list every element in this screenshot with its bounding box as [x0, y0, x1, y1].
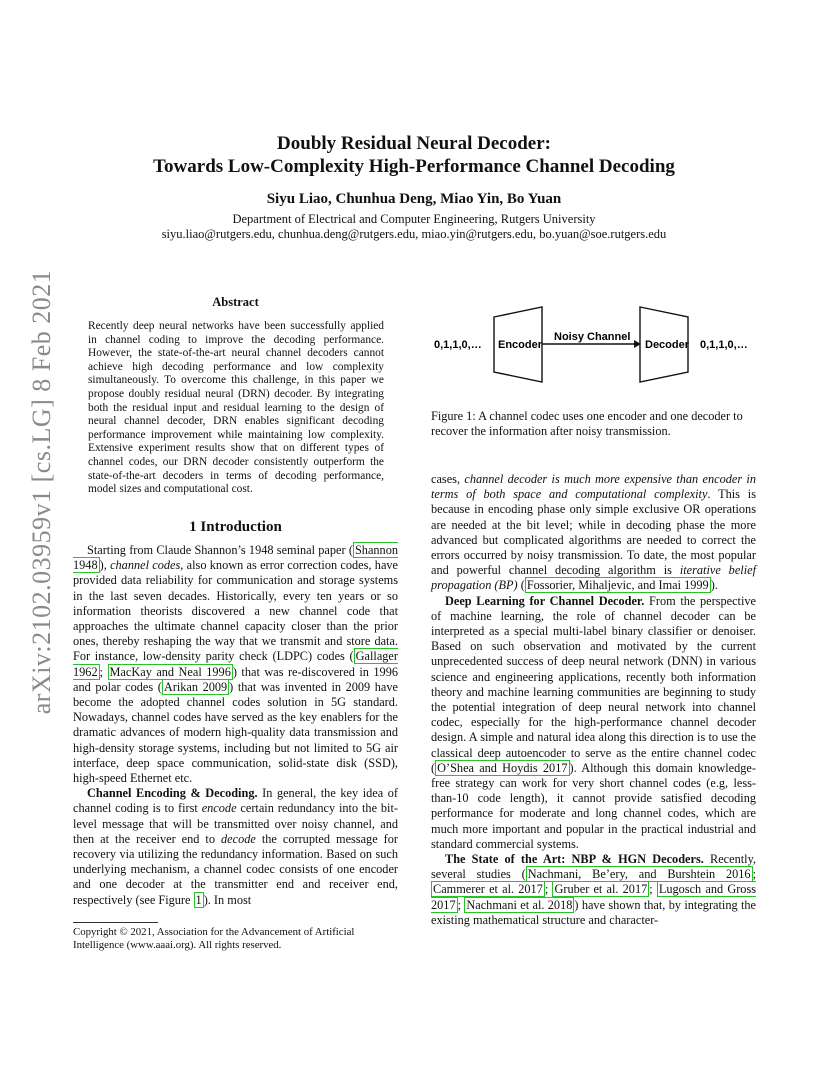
citation-link[interactable]: Nachmani, Be’ery, and Burshtein 2016 [527, 867, 751, 882]
channel-label: Noisy Channel [554, 331, 631, 343]
col2-paragraph-2: Deep Learning for Channel Decoder. From the perspective of machine learning, the role of channel decoder can be interpreted as a special multi-label binary classifier or denoiser. Based on such observation and motivated by the current unprecedented success of deep neural network (DNN) in various science and engineering applications, recently both information theory and machine learning communities are beginning to study the potential integration of deep neural network into channel codec, especially for the high-performance channel decoder design. A simple and natural idea along this direction is to use the classical deep autoencoder to serve as the entire channel codec ( O’Shea and Hoydis 2017 ). Although this domain knowledge-free strategy can work for very short channel codes (e.g, less-than-10 code length), it cannot provide satisfied decoding performance for moderate and long channel codes, which are much more important and popular in the practical industrial and standard commercial systems. [431, 593, 756, 851]
citation-link[interactable]: Arikan 2009 [163, 679, 228, 694]
col2-paragraph-1: cases, channel decoder is much more expensive than encoder in terms of both space and computational complexity. This is because in encoding phase only simple exclusive OR operations are needed at the bit level; while in decoding phase the more advanced but complicated algorithms are needed to correct the errors occurred by noisy transmission. To date, the most popular and powerful channel decoding algorithm is iterative belief propagation (BP) ( Fossorier, Mihaljevic, and Imai 1999 ). [431, 472, 756, 593]
left-column-body [73, 543, 398, 908]
figure-1-diagram [431, 300, 761, 390]
title-line-2: Towards Low-Complexity High-Performance Channel Decoding [153, 156, 675, 177]
footnote-rule [73, 922, 158, 923]
right-column-body [431, 472, 756, 928]
input-bits-label: 0,1,1,0,… [434, 339, 482, 351]
arxiv-id: arXiv:2102.03959v1 [cs.LG] 8 Feb 2021 [27, 269, 56, 715]
abstract-text: Recently deep neural networks have been successfully applied in channel coding to improve the decoding performance. However, the state-of-the-art neural channel decoders cannot achieve high decoding performance and low complexity simultaneously. To overcome this challenge, in this paper we propose doubly residual neural (DRN) decoder. By integrating both the residual input and residual learning to the design of neural channel decoder, DRN enables significant decoding performance improvement while maintaining low complexity. Extensive experiment results show that on different types of channel codes, our DRN decoder consistently outperform the state-of-the-art decoders in terms of decoding performance, model sizes and computational cost. [88, 320, 384, 496]
citation-link[interactable]: Cammerer et al. 2017 [433, 882, 543, 897]
decoder-label: Decoder [645, 339, 690, 351]
intro-paragraph-2: Channel Encoding & Decoding. In general, the key idea of channel coding is to first encode certain redundancy into the bit-level message that will be transmitted over noisy channel, and then at the receiver end to decode the corrupted message for recovery via utilizing the redundancy information. Based on such underlying mechanism, a channel codec consists of one encoder and one decoder at the transmitter end and receiver end, respectively (see Figure 1 ). In most [73, 786, 399, 907]
col2-paragraph-3: The State of the Art: NBP & HGN Decoders. Recently, several studies ( Nachmani, Be’ery, and Burshtein 2016 ; Cammerer et al. 2017 ; Gruber et al. 2017 ; Lugosch and Gross 2017 ; Nachmani et al. 2018 ) have shown that, by integrating the existing mathematical structure and character- [431, 852, 757, 927]
citation-link[interactable]: Gallager 1962 [73, 649, 398, 679]
citation-link[interactable]: MacKay and Neal 1996 [109, 664, 231, 679]
figure-1-caption: Figure 1: A channel codec uses one encoder and one decoder to recover the information after noisy transmission. [431, 409, 743, 439]
affiliation: Department of Electrical and Computer Engineering, Rutgers University [232, 212, 596, 226]
encoder-label: Encoder [498, 339, 543, 351]
affiliation-block [0, 212, 828, 242]
figure-reference-link[interactable]: 1 [195, 892, 202, 907]
citation-link[interactable]: Nachmani et al. 2018 [466, 897, 573, 912]
author-emails: siyu.liao@rutgers.edu, chunhua.deng@rutgers.edu, miao.yin@rutgers.edu, bo.yuan@soe.rutgers.edu [161, 227, 667, 241]
abstract-heading: Abstract [212, 295, 259, 309]
citation-link[interactable]: Lugosch and Gross 2017 [431, 882, 757, 912]
output-bits-label: 0,1,1,0,… [700, 339, 748, 351]
citation-link[interactable]: Shannon 1948 [73, 543, 398, 573]
citation-link[interactable]: Gruber et al. 2017 [554, 882, 648, 897]
citation-link[interactable]: O’Shea and Hoydis 2017 [437, 760, 568, 775]
codec-diagram [431, 300, 761, 390]
paper-title [0, 132, 828, 178]
copyright-notice: Copyright © 2021, Association for the Advancement of Artificial Intelligence (www.aaai.org). All rights reserved. [73, 926, 355, 951]
section-heading-introduction: 1 Introduction [189, 519, 282, 535]
author-list: Siyu Liao, Chunhua Deng, Miao Yin, Bo Yuan [266, 191, 562, 207]
title-line-1: Doubly Residual Neural Decoder: [277, 133, 551, 154]
citation-link[interactable]: Fossorier, Mihaljevic, and Imai 1999 [526, 578, 709, 593]
arxiv-stamp [12, 269, 72, 715]
intro-paragraph-1: Starting from Claude Shannon’s 1948 seminal paper ( Shannon 1948 ), channel codes, also known as error correction codes, have provided data reliability for communication and storage systems in the last seven decades. Historically, every ten years or so information theorists discovered a new channel code that approaches the ultimate channel capacity closer than the prior ones, thereby reshaping the way that we transmit and store data. For instance, low-density parity check (LDPC) codes ( Gallager 1962 ; MacKay and Neal 1996 ) that was re-discovered in 1996 and polar codes ( Arikan 2009 ) that was invented in 2009 have become the adopted channel codes solution in 5G standard. Nowadays, channel codes have served as the key enablers for the dramatic advances of modern high-quality data transmission and high-density storage systems, including but not limited to 5G air interface, deep space communication, solid-state disk (SSD), high-speed Ethernet etc. [73, 543, 399, 786]
